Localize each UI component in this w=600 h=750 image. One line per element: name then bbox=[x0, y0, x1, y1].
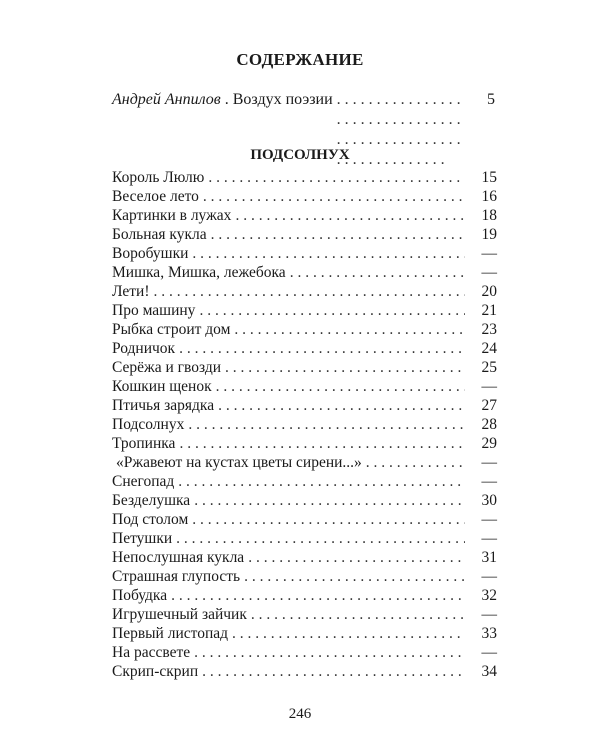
dot-leader bbox=[192, 510, 465, 529]
toc-entry bbox=[112, 415, 497, 434]
dot-leader bbox=[202, 662, 465, 681]
toc-entry-page: 24 bbox=[481, 340, 497, 357]
intro-author: Андрей Анпилов bbox=[112, 91, 221, 108]
dot-leader bbox=[211, 225, 465, 244]
toc-entry-title: Петушки bbox=[112, 530, 173, 547]
dot-leader bbox=[199, 301, 465, 320]
toc-entry bbox=[112, 434, 497, 453]
dot-leader bbox=[171, 586, 465, 605]
dot-leader bbox=[290, 263, 465, 282]
toc-entry-title: Снегопад bbox=[112, 473, 175, 490]
toc-entry bbox=[112, 358, 497, 377]
toc-entry-page: 15 bbox=[481, 169, 497, 186]
toc-entry bbox=[112, 586, 497, 605]
dot-leader bbox=[179, 339, 465, 358]
toc-entry-page: — bbox=[481, 530, 497, 547]
page-title: СОДЕРЖАНИЕ bbox=[236, 50, 364, 69]
toc-entry-title: Родничок bbox=[112, 340, 176, 357]
dot-leader bbox=[232, 624, 465, 643]
toc-entry-page: 20 bbox=[481, 283, 497, 300]
dot-leader bbox=[218, 396, 465, 415]
dot-leader bbox=[248, 548, 465, 567]
toc-entry-title: Больная кукла bbox=[112, 226, 207, 243]
dot-leader bbox=[216, 377, 465, 396]
toc-entry bbox=[112, 643, 497, 662]
toc-entry-title: Скрип-скрип bbox=[112, 663, 199, 680]
dot-leader bbox=[194, 643, 465, 662]
toc-entry-title: Птичья зарядка bbox=[112, 397, 215, 414]
toc-entry-page: — bbox=[481, 511, 497, 528]
toc-entry bbox=[112, 187, 497, 206]
toc-entry bbox=[112, 377, 497, 396]
dot-leader bbox=[188, 415, 465, 434]
dot-leader bbox=[179, 434, 465, 453]
toc-entry bbox=[112, 320, 497, 339]
dot-leader bbox=[225, 358, 465, 377]
toc-entry-page: 21 bbox=[481, 302, 497, 319]
dot-leader bbox=[235, 206, 465, 225]
toc-entry-page: — bbox=[481, 264, 497, 281]
dot-leader bbox=[154, 282, 465, 301]
toc-entry-title: Страшная глупость bbox=[112, 568, 241, 585]
toc-entry-page: — bbox=[481, 473, 497, 490]
toc-entry bbox=[112, 453, 497, 472]
dot-leader bbox=[366, 453, 465, 472]
toc-entry-page: 29 bbox=[481, 435, 497, 452]
intro-title: . Воздух поэзии bbox=[224, 91, 333, 108]
toc-entry bbox=[112, 605, 497, 624]
toc-list bbox=[112, 168, 497, 681]
toc-entry-title: Первый листопад bbox=[112, 625, 229, 642]
toc-entry bbox=[112, 491, 497, 510]
toc-entry-title: Король Люлю bbox=[112, 169, 205, 186]
toc-entry bbox=[112, 263, 497, 282]
toc-entry-title: Безделушка bbox=[112, 492, 191, 509]
toc-entry-page: 28 bbox=[481, 416, 497, 433]
toc-entry-page: — bbox=[481, 245, 497, 262]
toc-entry bbox=[112, 168, 497, 187]
toc-entry-page: 16 bbox=[481, 188, 497, 205]
toc-entry-title: Побудка bbox=[112, 587, 168, 604]
toc-entry bbox=[112, 282, 497, 301]
section-title: ПОДСОЛНУХ bbox=[250, 147, 350, 163]
toc-entry-title: Веселое лето bbox=[112, 188, 199, 205]
toc-entry-title: Мишка, Мишка, лежебока bbox=[112, 264, 286, 281]
toc-entry-page: 19 bbox=[481, 226, 497, 243]
toc-entry-page: 27 bbox=[481, 397, 497, 414]
dot-leader bbox=[251, 605, 465, 624]
toc-entry-title: Под столом bbox=[112, 511, 189, 528]
toc-entry bbox=[112, 339, 497, 358]
toc-entry bbox=[112, 301, 497, 320]
toc-entry-title: Про машину bbox=[112, 302, 196, 319]
toc-entry-page: — bbox=[481, 378, 497, 395]
toc-entry-page: — bbox=[481, 454, 497, 471]
toc-entry-page: 25 bbox=[481, 359, 497, 376]
dot-leader bbox=[178, 472, 465, 491]
toc-entry bbox=[112, 510, 497, 529]
toc-entry-page: — bbox=[481, 568, 497, 585]
toc-entry-title: Игрушечный зайчик bbox=[112, 606, 247, 623]
toc-entry-title: На рассвете bbox=[112, 644, 191, 661]
dot-leader bbox=[194, 491, 465, 510]
toc-entry bbox=[112, 244, 497, 263]
dot-leader bbox=[192, 244, 465, 263]
toc-entry-page: — bbox=[481, 606, 497, 623]
toc-entry bbox=[112, 662, 497, 681]
dot-leader bbox=[208, 168, 465, 187]
toc-entry-title: Картинки в лужах bbox=[112, 207, 232, 224]
toc-entry bbox=[112, 529, 497, 548]
toc-entry bbox=[112, 567, 497, 586]
toc-entry-page: 34 bbox=[481, 663, 497, 680]
dot-leader bbox=[244, 567, 465, 586]
toc-entry bbox=[112, 396, 497, 415]
toc-entry-page: — bbox=[481, 644, 497, 661]
dot-leader bbox=[176, 529, 465, 548]
toc-entry-title: «Ржавеют на кустах цветы сирени...» bbox=[116, 454, 362, 471]
toc-entry-page: 23 bbox=[481, 321, 497, 338]
toc-entry-title: Непослушная кукла bbox=[112, 549, 245, 566]
toc-entry-title: Лети! bbox=[112, 283, 150, 300]
toc-entry-page: 30 bbox=[481, 492, 497, 509]
toc-entry-page: 31 bbox=[481, 549, 497, 566]
toc-entry bbox=[112, 624, 497, 643]
toc-entry-title: Серёжа и гвозди bbox=[112, 359, 222, 376]
page-number: 246 bbox=[288, 706, 312, 722]
toc-entry bbox=[112, 225, 497, 244]
toc-entry bbox=[112, 472, 497, 491]
toc-entry-title: Тропинка bbox=[112, 435, 176, 452]
toc-entry-page: 32 bbox=[481, 587, 497, 604]
toc-entry-title: Кошкин щенок bbox=[112, 378, 212, 395]
toc-entry-title: Воробушки bbox=[112, 245, 189, 262]
toc-entry-page: 33 bbox=[481, 625, 497, 642]
toc-entry bbox=[112, 548, 497, 567]
toc-entry-title: Рыбка строит дом bbox=[112, 321, 231, 338]
dot-leader bbox=[203, 187, 465, 206]
dot-leader bbox=[234, 320, 465, 339]
toc-entry-page: 18 bbox=[481, 207, 497, 224]
toc-entry bbox=[112, 206, 497, 225]
toc-entry-title: Подсолнух bbox=[112, 416, 185, 433]
intro-page: 5 bbox=[487, 91, 495, 108]
